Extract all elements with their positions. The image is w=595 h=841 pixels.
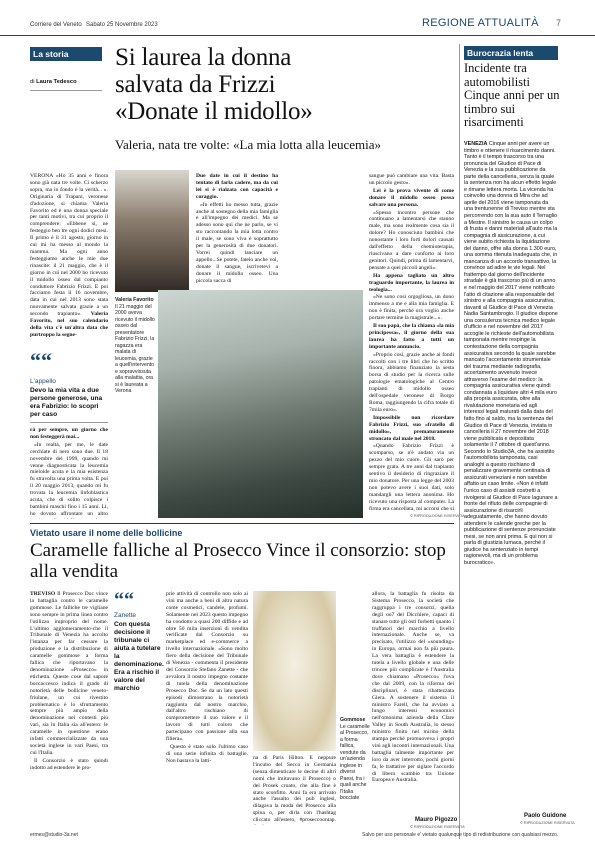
bottom-article-author: Mauro Pigozzo	[415, 817, 458, 823]
candy-product-photo	[253, 591, 336, 751]
footer-notice: Salvo per uso personale e' vietato qualunque tipo di redistribuzione con qualsiasi mezzo.	[362, 832, 559, 838]
main-col-3-bold-1: Lei è la prova vivente di come donare il midollo osseo possa salvare una persona.	[369, 187, 454, 208]
quote-mark-icon: ““	[30, 348, 52, 373]
side-copyright: © RIPRODUZIONE RISERVATA	[520, 821, 575, 825]
main-col-3-text: sangue può cambiare una vita. Basta un piccolo gesto».	[369, 173, 454, 186]
footer-email: ermes@studio-3a.net	[30, 832, 78, 838]
section-title: REGIONE ATTUALITÀ	[422, 17, 539, 29]
header-rule	[0, 35, 595, 36]
publication-date: Sabato 25 Novembre 2023	[86, 22, 158, 28]
side-article-text: Cinque anni per avere un timbro e ottenere il risarcimento danni. Tanto è il tempo trascorso tra una pronuncia del Giudice di Pace di Venezia e la sua pubblicazione da parte della cancelleria, senza la quale la sentenza non ha alcun effetto legale e rimane lettera morta. La vicenda ha coinvolto una donna di Mira che ad aprile del 2016 viene tamponata da una trentunenne di Treviso mentre sta percorrendo con la sua auto il Terraglio a Mestre. Il sinistro le causa un colpo di frusta e danni materiali all'auto ma la compagnia di assicurazione, a cui viene subito richiesta la liquidazione del danno, offre alla donna 1.300 euro, una somma ritenuta inadeguata che, in mancanza di un accordo transattivo, la convince ad adire le vie legali. Nel frattempo dal giorno dell'incidente stradale è già trascorso più di un anno e nel maggio del 2017 viene notificato l'atto di citazione alla responsabile del sinistro e alla compagnia assicurativa, davanti al Giudice di Pace di Venezia Nadia Santambrogio. Il giudice dispone una consulenza tecnica medico legale d'ufficio e nel novembre del 2017 accoglie le richieste dell'automobilista tamponata mentre respinge la contestazione della compagnia assicurativa secondo la quale sarebbe mancato l'accertamento strumentale del trauma mediante radiografia, accertamento avvenuto invece attraverso l'esame del medico: la compagnia assicurativa viene quindi condannata a liquidare altri 4 mila euro alla propria assicurata, oltre alla rivalutazione monetaria ed agli interessi legali maturati dalla data del fatto fino al saldo, ma la sentenza del Giudice di Pace di Venezia, inviata in cancelleria il 27 novembre del 2018 viene pubblicata e depositata solamente il 7 ottobre di quest'anno. Secondo lo Studio3A, che ha assistito l'automobilista tamponata, casi analoghi a questo rischiano di penalizzare gravemente centinaia di assicurati veneziani e non sarebbe affatto un caso limite. «Non è infatti l'unico caso di assisiti costretti a rivolgersi al Giudice di Pace lagunare a fronte del rifiuto delle compagnie di assicurazione di risarcirli adeguatamente, che hanno dovuto attendere le calende greche per la pubblicazione di sentenze pronunciate mesi, se non anni prima. E qui non si parla di giustizia lumaca, perché il giudice ha sentenziato in tempi ragionevoli, ma di un problema burocratico».	[464, 141, 558, 566]
bottom-col-3-text: na di Paris Hilton. E neppure l'incubo del Secco in Germania (senza dimenticare le decine di altri nomi che imitavano il Prosecco) o del Prosek croato, che alla fine è stato sconfitto. Anni fa era arrivato anche l'assalto dei pub inglesi, dilagava la moda del Prosecco alla spina o, per dirla con l'hashtag cliccato all'estero, #proseccoontap.	[253, 755, 336, 824]
side-article-body	[464, 141, 558, 813]
main-col-1	[30, 173, 108, 351]
bottom-article-kicker: Vietato usare il nome delle bollicine	[30, 528, 183, 538]
main-col-3-text-2: «Spesso incontro persone che continuano a lamentarsi che stanno male, ma sono realmente cosa sia il dolore? Ho conosciuto bambini che nonostante i loro forti dolori causati dall'effetto della chemioterapia, riuscivano a dare conforto ai loro genitori. Quindi, prima di lamentarvi, pensate a quei piccoli angeli».	[369, 209, 454, 271]
main-col-3-bold-4: Impossibile non ricordare Fabrizio Frizzi, suo «fratello di midollo», prematuramente stroncato dal male nel 2018.	[369, 414, 454, 442]
byline-prefix: di	[30, 79, 35, 85]
side-article-tag: Burocrazia lenta	[464, 46, 558, 60]
main-col-3-bold-2: Ha appena tagliato un altro traguardo importante, la laurea in teologia...	[369, 272, 454, 293]
main-quote-text: Devo la mia vita a due persone generose, una era Fabrizio: lo scopri per caso	[30, 387, 103, 418]
bottom-col-1-text-2: Il Consorzio è stato quindi indotto ad estendere le pro-	[30, 757, 108, 771]
bottom-col-4-text: allora, la battaglia fu risolta da Sistema Prosecco, la società che raggruppa i tre consorzi, quella degli oo7 del Dicchiere, capaci di stanare tutto gli osti furbetti quanto i truffatori del marchio a livello internazionale. Anche se, va precisato, l'utilizzo del «sounding» in Europa, ormai non fa più paura. La vera battaglia è estendere la tutela a livello globale e una delle trincee più complicate è l'Australia dove chiamano «Prosecco» l'uva che dal 2009, con la riforma dei disciplinari, è stata ribattezzata Glera. A sostenere il sistema il ministro Farell, che ha avviato a lungo interessi economici nell'omonima azienda della Clare Valley in South Australia, lo stesso ministro finito nel mirino della stampa perché promuoveva i propri vini agli incontri internazionali. Una battaglia talmente importante per loro da aver interrotto, pochi giorni fa, le trattative per siglare l'accordo di libero scambio tra Unione Europea e Australia.	[372, 591, 454, 784]
bottom-col-1-text: Il Prosecco Doc vince la battaglia contro le caramelle gommose. Le falliche tre vigliane sono sempre in prima linea contro l'utilizzo improprio del nome. L'ultimo agglomeramento-che il Tribunale di Venezia ha accolto l'istanza per far cessare la produzione e la distribuzione di caramelle gommose a forma fallica che riportavano la denominazione «Prosecco» in etichetta. Queste cose dal sapore boccaccesco indica il grado di notorietà delle bollicine veneto-friulane, un cui rivestito problematico è lo sfruttamento sempre più ampio della denominazione nei contesti più vari, sia in Italia sia all'estero: le caramelle in questione erano infatti commercializzate da una società inglese in vari Paesi, tra cui l'Italia.	[30, 591, 108, 756]
photo-caption	[115, 297, 155, 395]
main-article-tag: La storia	[30, 47, 102, 61]
main-col-3	[369, 173, 454, 513]
bottom-col-4	[372, 591, 454, 816]
main-article-byline	[30, 79, 77, 85]
main-col-1-text: VERONA «Ho 35 anni e finora sono già nata tre volte. Ci scherzo sopra, ma in fondo è la verità... ». Originaria di Trapani, veronese d'adozione, si chiama Valeria Favorito ed è una donna speciale per tanti motivi, tra cui proprio il comprendere: «Ebbene sì, ne festeggio ben tre ogni dodici mesi. Il primo è il 31 agosto, giorno in cui mi ha messo al mondo la mamma. Ma ogni anno festeggiamo anche le mie due rinascite: il 21 maggio, che è il giorno in cui nel 2000 ho ricevuto il midollo osseo dal compianto conduttore Fabrizio Frizzi. E poi facciamo festa il 16 novembre, data in cui nel 2013 sono stata nuovamente salvata grazie a un secondo trapianto».	[30, 173, 108, 318]
bottom-col-1-dateline: TREVISO	[30, 591, 56, 597]
side-article-author: Paolo Guidone	[524, 813, 567, 819]
main-col-1b-text: «In realtà, per me, le date cerchiate di nero sono due. Il 18 novembre del 1999, quando mi venne diagnosticata la leucemia mieloide acuta e la mia esistenza fu stravolta una prima volta. E poi il 20 maggio 2013, quando mi fu trovata la leucemia linfoblastica acuta, che di solito colpisce i bambini maschi fino i 15 anni. Lì, ho dovuto affrontare un altro	[30, 441, 108, 517]
main-article-subtitle: Valeria, nata tre volte: «La mia lotta alla leucemia»	[115, 137, 382, 152]
byline-rule	[30, 90, 102, 91]
main-col-2-bold: Due date in cui il destino ha tentato di farla cadere, ma da cui lei si è rialzata con capacità e coraggio.	[196, 173, 278, 200]
bottom-article-rule	[30, 523, 454, 524]
byline-author: Laura Tedesco	[36, 79, 77, 85]
publication-name: Corriere del Veneto	[30, 22, 82, 28]
main-photo	[158, 290, 363, 518]
page-number: 7	[556, 18, 562, 28]
main-col-3-text-3: «Ne sono così orgogliosa, un dono immenso a me e alla mia famiglia. E non è finita, perché ora voglio anche portare termine la magistrale...».	[369, 294, 454, 322]
side-article-dateline: VENEZIA	[464, 141, 488, 147]
main-quote-label: L'appello	[30, 378, 56, 385]
bottom-quote-label: Zanette	[114, 612, 137, 619]
bottom-copyright: © RIPRODUZIONE RISERVATA	[410, 825, 465, 829]
photo-caption-name: Valeria Favorito	[115, 297, 154, 303]
main-col-3-text-5: «Quando Fabrizio Frizzi è scomparso, se n'è andato via un pezzo del mio cuore. Gli sarò per sempre grata. A tre anni dal trapianto sentivo il desiderio di ringraziare il mio donatore. Per una legge del 2003 non potevo avere i suoi dati, solo mandargli una lettera anonima. Ho ricevuto una risposta al computer. La firma era cancellata, mi accorsi che si	[369, 443, 454, 512]
main-col-2-text: «In effetti ho messo tutta, grazie anche al sostegno della mia famiglia e all'impegno dei medici. Ma se adesso sono qui che ne parlo, se vi sto raccontando la mia lotta contro il male, se sono viva è soprattutto per la generosità di due donatori. Vorrei quindi lanciare un appello...Se potete, fatelo anche voi, donate il sangue, iscrivetevi a donare il midollo osseo. Una piccola sacca di	[196, 201, 278, 284]
candy-caption-name: Gommose	[340, 717, 366, 723]
bottom-col-3	[253, 755, 336, 825]
bottom-quote-mark-icon: ““	[114, 589, 134, 611]
main-col-1b	[30, 427, 108, 519]
bottom-col-2-text: prie attività di controllo non solo ai vini ma anche a beni di altra natura come cosmetici, candele, profumi. Solamente nel 2023 questo impegno ha condotto a quasi 200 diffide e ad oltre 50 mila inserzioni di vendita verificate dal Consorzio su marketplace ed e-commerce a livello internazionale. «Sono molto fiero della decisione del Tribunale di Venezia - commenta il presidente del Consorzio Stefano Zanette - che avvalora il nostro impegno costante di tutela della denominazione Prosecco Doc. Se da un lato questi episodi dimostrano la notorietà raggiunta dal nostro marchio, dall'altro rischiano di compromettere il suo valore e il lavoro di tutti coloro che partecipano con passione alla sua filiera».	[166, 591, 248, 743]
main-col-2	[196, 173, 278, 285]
main-col-1b-bold: rà per sempre, un giorno che non festeggerà mai...	[30, 427, 108, 440]
quote-rule	[30, 422, 108, 423]
main-copyright: © RIPRODUZIONE RISERVATA	[410, 514, 465, 518]
portrait-photo	[115, 170, 189, 292]
bottom-col-2	[166, 591, 248, 826]
photo-caption-text: Il 21 maggio del 2000 aveva ricevuto il midollo osseo dal presentatore Fabrizio Frizzi, la ragazza era malata di leucemia, grazie a quell'intervento e sopravvissuta alla malattia, ora si è laureata a Verona	[115, 303, 155, 394]
bottom-col-1	[30, 591, 108, 826]
main-article-title: Si laurea la donna salvata da Frizzi «Donate il midollo»	[115, 44, 313, 125]
bottom-col-2-text-2: Questo è stato solo l'ultimo caso di una serie infinita di battaglie. Non bastava la latti-	[166, 743, 248, 764]
bottom-quote-text: Con questa decisione il tribunale ci aiuta a tutelare la denominazione. Era a rischio il valore del marchio	[114, 621, 164, 692]
candy-caption	[340, 717, 370, 802]
column-separator	[459, 44, 460, 839]
bottom-article-title: Caramelle falliche al Prosecco Vince il consorzio: stop alla vendita	[30, 540, 446, 582]
candy-caption-text: Le caramelle al Prosecco, a forma fallica, vendute da un'azienda inglese in diversi Paesi, fra i quali anche l'Italia bocciate	[340, 723, 370, 801]
main-col-1-bold: Valeria Favorito, nel suo calendario della vita c'è un'altra data che purtroppo la segne-	[30, 311, 108, 338]
main-col-3-text-4: «Proprio così, grazie anche ai fondi raccolti con i tre libri che ho scritto finora, abbiamo finanziato la sesta borsa di studio per la ricerca sulle patologie ematologiche al Centro trapianti di midollo osseo dell'ospedale veronese di Borgo Roma, raggiungendo la cifra totale di 7mila euro».	[369, 351, 454, 413]
main-col-3-bold-3: Il suo papà, che la chiama «la mia principessa», il giorno della sua laurea ha fatto a tutti un importante annuncio.	[369, 323, 454, 350]
side-article-title: Incidente tra automobilisti Cinque anni per un timbro sui risarcimenti	[464, 61, 560, 130]
